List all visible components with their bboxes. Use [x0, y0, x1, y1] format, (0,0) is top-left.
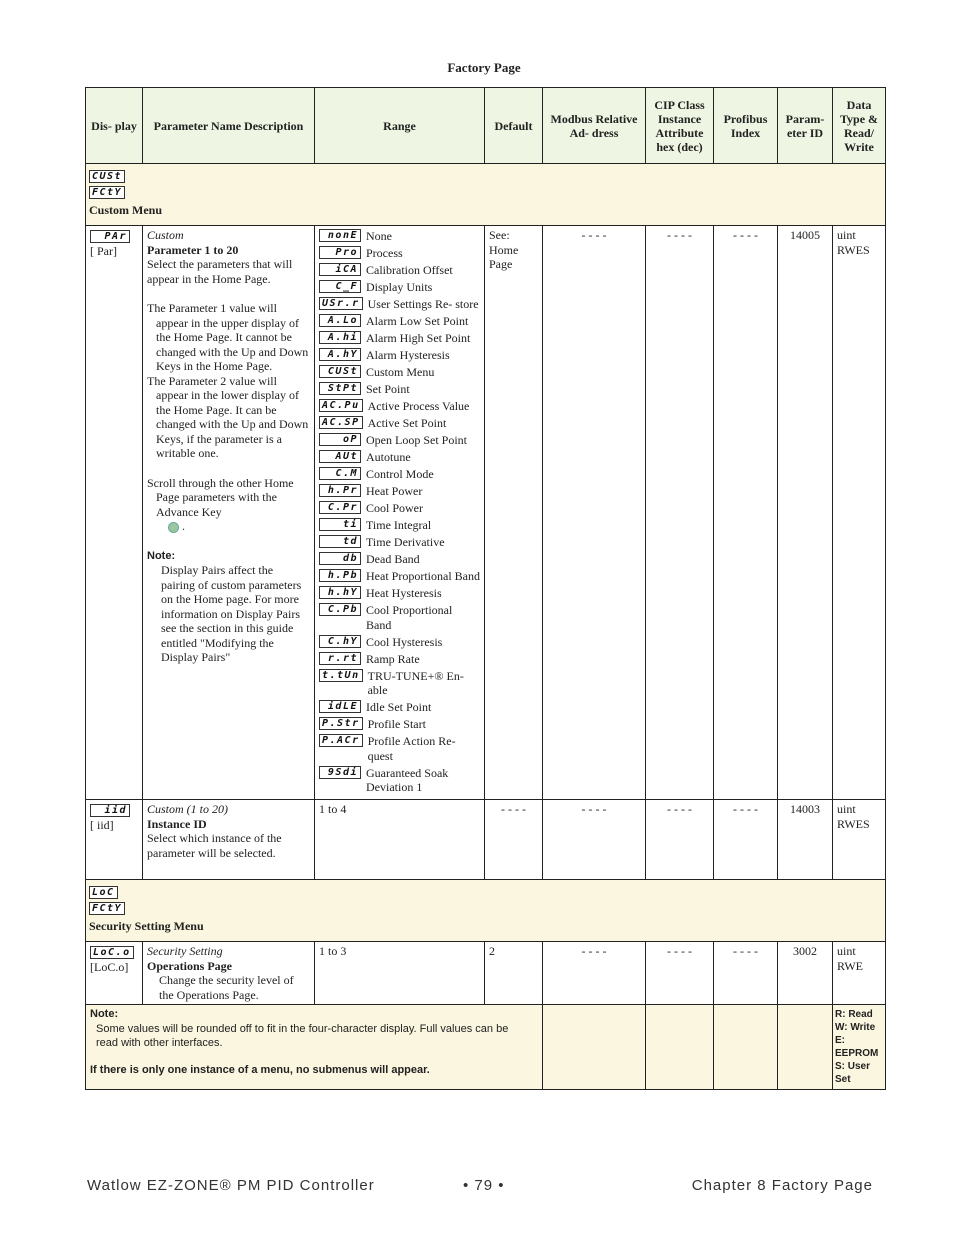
par-range-cell: [315, 226, 485, 800]
range-option-text: Autotune: [366, 450, 411, 464]
range-option: [319, 586, 480, 601]
loco-name: Operations Page: [147, 958, 232, 973]
key-write: W: Write: [835, 1022, 876, 1033]
custom-menu-label: Custom Menu: [89, 203, 163, 217]
loco-display-cell: [86, 942, 143, 1005]
par-profibus: - - - -: [714, 226, 778, 800]
range-option-text: Profile Action Re- quest: [367, 734, 456, 763]
key-user-set: S: User Set: [835, 1061, 871, 1085]
range-option-code: C.Pr: [319, 501, 361, 514]
iid-modbus: - - - -: [543, 800, 646, 880]
range-option: [319, 717, 480, 732]
range-option-code: t.tUn: [319, 669, 363, 682]
range-option: [319, 569, 480, 584]
header-param-id: Param- eter ID: [778, 88, 833, 164]
parameter-row-par: [86, 226, 886, 800]
range-option-text: Time Integral: [366, 518, 432, 532]
iid-data-type: uint RWES: [833, 800, 886, 880]
range-option: [319, 382, 480, 397]
range-option-code: A.hi: [319, 331, 361, 344]
range-option-code: A.hY: [319, 348, 361, 361]
range-option-text: Calibration Offset: [366, 263, 453, 277]
range-option-text: Display Units: [366, 280, 433, 294]
header-parameter-name: Parameter Name Description: [143, 88, 315, 164]
par-desc-p3: Scroll through the other Home Page parameters with the Advance Key: [147, 475, 294, 519]
iid-param-id: 14003: [778, 800, 833, 880]
header-cip: CIP Class Instance Attribute hex (dec): [646, 88, 714, 164]
loco-display-code: LoC.o: [90, 946, 134, 959]
range-option-text: Heat Proportional Band: [366, 569, 480, 583]
range-option-code: ti: [319, 518, 361, 531]
page-title: Factory Page: [447, 60, 521, 75]
iid-name-italic: Custom (1 to 20): [147, 802, 228, 816]
access-key-cell: [833, 1005, 886, 1090]
range-option: [319, 229, 480, 244]
range-option: [319, 365, 480, 380]
header-display: Dis- play: [86, 88, 143, 164]
par-description-cell: Custom Parameter 1 to 20 Select the parameters that will appear in the Home Page. The Parameter 1 value will appear in the upper display of the Home Page. It cannot be changed with the Up and Down Keys in the Home Page. The Parameter 2 value will appear in the lower display of the Home Page. It can be changed with the Up and Down Keys, if the parameter is a writable one. Scroll through the other Home Page parameters with the Advance Key . Note: Display Pairs affect the pairing of custom parameters on the Home page. For more information on Display Pairs see the section in this guide entitled "Modifying the Display Pairs": [143, 226, 315, 800]
range-option: [319, 652, 480, 667]
range-option-code: CUSt: [319, 365, 361, 378]
range-option-text: Time Derivative: [366, 535, 445, 549]
range-option-text: Alarm Hysteresis: [366, 348, 450, 362]
range-option-text: Guaranteed Soak Deviation 1: [366, 765, 449, 794]
range-option-text: Profile Start: [367, 717, 426, 731]
par-display-code: PAr: [90, 230, 130, 243]
loco-modbus: - - - -: [543, 942, 646, 1005]
range-option: [319, 433, 480, 448]
range-option-text: Alarm Low Set Point: [366, 314, 469, 328]
loco-data-type: uint RWE: [833, 942, 886, 1005]
loco-cip: - - - -: [646, 942, 714, 1005]
par-modbus: - - - -: [543, 226, 646, 800]
par-param-id: 14005: [778, 226, 833, 800]
range-option: [319, 669, 480, 698]
range-option-text: Custom Menu: [366, 365, 435, 379]
security-menu-row: [86, 880, 886, 942]
range-option: [319, 535, 480, 550]
parameter-row-loco: [86, 942, 886, 1005]
range-option-text: Open Loop Set Point: [366, 433, 467, 447]
iid-profibus: - - - -: [714, 800, 778, 880]
key-eeprom: E: EEPROM: [835, 1035, 879, 1059]
notes-label: Note:: [90, 1008, 119, 1020]
range-option: [319, 603, 480, 632]
range-option: [319, 331, 480, 346]
footer-right: Chapter 8 Factory Page: [691, 1177, 873, 1194]
advance-key-icon: [168, 522, 179, 533]
range-option: [319, 766, 480, 795]
range-option-code: AUt: [319, 450, 361, 463]
range-option-code: AC.Pu: [319, 399, 363, 412]
security-menu-label: Security Setting Menu: [89, 919, 204, 933]
loco-profibus: - - - -: [714, 942, 778, 1005]
security-menu-display-2: FCtY: [89, 902, 125, 915]
range-option-text: Active Process Value: [367, 399, 470, 413]
range-option-code: P.ACr: [319, 734, 363, 747]
key-read: R: Read: [835, 1009, 873, 1020]
range-option-code: C.hY: [319, 635, 361, 648]
range-option-text: None: [366, 229, 392, 243]
par-note-text: Display Pairs affect the pairing of custom parameters on the Home page. For more information on Display Pairs see the section in this guide entitled "Modifying the Display Pairs": [161, 563, 302, 664]
iid-desc: Select which instance of the parameter will be selected.: [147, 831, 282, 860]
range-option-code: AC.SP: [319, 416, 363, 429]
loco-param-id: 3002: [778, 942, 833, 1005]
range-option-code: r.rt: [319, 652, 361, 665]
custom-menu-display-1: CUSt: [89, 170, 125, 183]
range-option-code: StPt: [319, 382, 361, 395]
range-option: [319, 450, 480, 465]
par-data-type: uint RWES: [833, 226, 886, 800]
header-profibus: Profibus Index: [714, 88, 778, 164]
range-option-text: Control Mode: [366, 467, 434, 481]
range-option-code: db: [319, 552, 361, 565]
par-desc-p2: The Parameter 2 value will appear in the lower display of the Home Page. It can be changed with the Up and Down Keys, if the parameter is a writable one.: [147, 373, 309, 460]
range-option-code: C.Pb: [319, 603, 361, 616]
range-option-text: Process: [366, 246, 403, 260]
range-option-code: td: [319, 535, 361, 548]
range-option-code: A.Lo: [319, 314, 361, 327]
par-display-label: [ Par]: [90, 244, 117, 258]
range-option-code: USr.r: [319, 297, 363, 310]
par-cip: - - - -: [646, 226, 714, 800]
range-option-text: Cool Proportional Band: [366, 603, 453, 632]
range-option: [319, 734, 480, 763]
parameter-row-iid: [86, 800, 886, 880]
header-modbus: Modbus Relative Ad- dress: [543, 88, 646, 164]
header-row: [86, 88, 886, 164]
factory-page-table: [85, 87, 886, 1090]
range-option: [319, 700, 480, 715]
par-desc-p1: The Parameter 1 value will appear in the upper display of the Home Page. It cannot be changed with the Up and Down Keys in the Home Page.: [147, 301, 309, 373]
par-name: Parameter 1 to 20: [147, 242, 239, 257]
range-option-code: 9Sdi: [319, 766, 361, 779]
security-menu-display-1: LoC: [89, 886, 118, 899]
par-desc: Select the parameters that will appear in the Home Page.: [147, 257, 293, 286]
range-option: [319, 467, 480, 482]
range-option: [319, 263, 480, 278]
iid-display-label: [ iid]: [90, 818, 114, 832]
range-option: [319, 484, 480, 499]
custom-menu-row: [86, 164, 886, 226]
range-option-code: nonE: [319, 229, 361, 242]
notes-cell: [86, 1005, 543, 1090]
range-option: [319, 416, 480, 431]
range-option: [319, 518, 480, 533]
range-option-code: idLE: [319, 700, 361, 713]
range-option-code: C.M: [319, 467, 361, 480]
range-option-code: h.Pr: [319, 484, 361, 497]
range-option-text: Cool Power: [366, 501, 423, 515]
loco-default: 2: [485, 942, 543, 1005]
loco-name-italic: Security Setting: [147, 944, 223, 958]
loco-desc: Change the security level of the Operations Page.: [159, 973, 294, 1002]
par-name-italic: Custom: [147, 228, 184, 242]
range-option: [319, 552, 480, 567]
range-option-code: C_F: [319, 280, 361, 293]
loco-range: 1 to 3: [315, 942, 485, 1005]
range-option-text: Heat Hysteresis: [366, 586, 442, 600]
range-option-text: Heat Power: [366, 484, 423, 498]
iid-default: - - - -: [485, 800, 543, 880]
range-option-code: P.Str: [319, 717, 363, 730]
range-option-code: oP: [319, 433, 361, 446]
iid-name: Instance ID: [147, 816, 207, 831]
range-option: [319, 348, 480, 363]
range-option-code: h.Pb: [319, 569, 361, 582]
range-option: [319, 280, 480, 295]
custom-menu-display-2: FCtY: [89, 186, 125, 199]
iid-display-cell: [86, 800, 143, 880]
loco-display-label: [LoC.o]: [90, 960, 129, 974]
par-default: See: Home Page: [485, 226, 543, 800]
range-option-text: Set Point: [366, 382, 410, 396]
range-option: [319, 246, 480, 261]
notes-row: [86, 1005, 886, 1090]
range-option-text: Dead Band: [366, 552, 420, 566]
range-option-text: Idle Set Point: [366, 700, 432, 714]
range-option: [319, 297, 480, 312]
range-option: [319, 314, 480, 329]
footer-page-number: • 79 •: [463, 1177, 505, 1194]
par-note-label: Note:: [147, 549, 176, 562]
range-option: [319, 399, 480, 414]
footer-left: Watlow EZ-ZONE® PM PID Controller: [87, 1177, 375, 1194]
range-option-code: Pro: [319, 246, 361, 259]
range-option: [319, 501, 480, 516]
iid-range: 1 to 4: [315, 800, 485, 880]
range-option-text: Alarm High Set Point: [366, 331, 471, 345]
range-option-text: TRU-TUNE+® En- able: [367, 668, 464, 697]
header-range: Range: [315, 88, 485, 164]
loco-description-cell: [143, 942, 315, 1005]
range-option-text: Active Set Point: [367, 416, 447, 430]
header-default: Default: [485, 88, 543, 164]
range-option-text: User Settings Re- store: [367, 297, 479, 311]
range-option: [319, 635, 480, 650]
range-option-text: Cool Hysteresis: [366, 634, 443, 649]
range-option-code: iCA: [319, 263, 361, 276]
notes-bold-text: If there is only one instance of a menu, no submenus will appear.: [90, 1063, 430, 1076]
notes-text: Some values will be rounded off to fit in the four-character display. Full values can be read with other interfaces.: [96, 1022, 509, 1049]
range-option-text: Ramp Rate: [366, 651, 420, 666]
iid-description-cell: [143, 800, 315, 880]
header-data-type: Data Type & Read/ Write: [833, 88, 886, 164]
iid-display-code: iid: [90, 804, 130, 817]
par-display-cell: [86, 226, 143, 800]
range-option-code: h.hY: [319, 586, 361, 599]
iid-cip: - - - -: [646, 800, 714, 880]
